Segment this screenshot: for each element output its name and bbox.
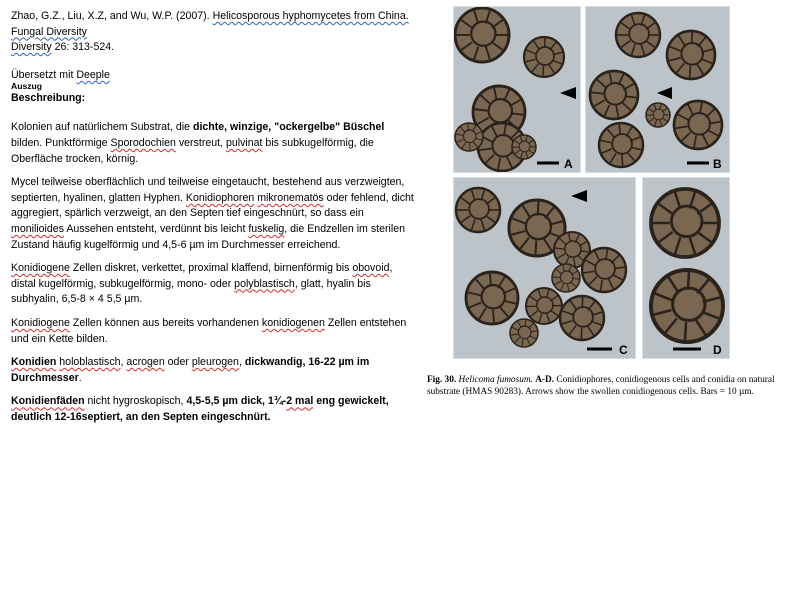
panel-b-micrograph (586, 7, 730, 173)
description-heading: Beschreibung: (11, 91, 86, 104)
caption-species: Helicoma fumosum. (458, 375, 533, 385)
paragraph-conidial-threads: Konidienfäden nicht hygroskopisch, 4,5-5,5 µm dick, 1¾-2 mal eng gewickelt, deutlich 12-16septiert, an den Septen eingeschnürt. (11, 395, 389, 423)
panel-d-label: D (713, 343, 722, 357)
panel-a-micrograph (454, 7, 581, 173)
panel-d (642, 177, 730, 359)
panel-c-micrograph (454, 178, 636, 359)
panel-a-label: A (564, 157, 573, 171)
conidium (590, 71, 638, 119)
conidium (466, 272, 518, 324)
translation-tool: Deeple (76, 68, 110, 81)
conidium (599, 123, 643, 167)
conidium (456, 188, 500, 232)
conidium (651, 270, 723, 342)
conidium (651, 189, 719, 257)
panel-b-label: B (713, 157, 722, 171)
paragraph-conidia: Konidien holoblastisch, acrogen oder pleurogen, dickwandig, 16-22 µm im Durchmesser. (11, 356, 370, 384)
conidium (667, 31, 715, 79)
conidium (560, 296, 604, 340)
conidium (616, 13, 660, 57)
conidium (510, 319, 538, 347)
conidium (524, 37, 564, 77)
conidium (455, 123, 483, 151)
panel-a (453, 6, 581, 173)
conidium (646, 103, 670, 127)
caption-figure-number: Fig. 30. (427, 375, 457, 385)
conidium (582, 248, 626, 292)
excerpt-label: Auszug (11, 80, 43, 91)
paragraph-conidiogenous-chain: Konidiogene Zellen können aus bereits vorhandenen konidiogenen Zellen entstehen und ein Kette bilden. (11, 316, 407, 345)
panel-d-micrograph (643, 178, 730, 359)
citation: Zhao, G.Z., Liu, X.Z, and Wu, W.P. (2007). Helicosporous hyphomycetes from China. Fungal Diversity Diversity 26: 313-524. (11, 10, 409, 54)
citation-journal: Fungal Diversity (11, 25, 87, 38)
conidium (512, 135, 536, 159)
paragraph-mycel: Mycel teilweise oberflächlich und teilweise eingetaucht, bestehend aus verzweigten, septierten, hyalinen, glatten Hyphen. Konidiophoren mikronematös oder fehlend, dicht aggregiert, spärlich verzweigt, an den Septen tief eingeschnürt, so dass ein monilioides Aussehen entsteht, verdünnt bis leicht fuskelig, die Endzellen im sterilen Zustand häufig kugelförmig und 4,5-6 µm im Durchmesser erreichend. (11, 176, 414, 251)
panel-c-label: C (619, 343, 628, 357)
citation-journal-cont: Diversity (11, 41, 52, 54)
micrograph-figure (453, 6, 730, 359)
description-text (11, 9, 418, 433)
panel-b (585, 6, 730, 173)
caption-panel-range: A-D. (535, 375, 555, 385)
figure-caption (427, 374, 793, 398)
panel-c (453, 177, 636, 359)
conidium (526, 288, 562, 324)
paragraph-colonies: Kolonien auf natürlichem Substrat, die dichte, winzige, "ockergelbe" Büschel bilden. Punktförmige Sporodochien verstreut, pulvinat bis subkugelförmig, die Oberfläche trocken, körnig. (11, 121, 385, 165)
conidium (674, 101, 722, 149)
conidium (455, 8, 509, 62)
citation-title: Helicosporous hyphomycetes from China. (212, 10, 409, 22)
caption-text: Conidiophores, conidiogenous cells and conidia on natural substrate (HMAS 90283). Arrows show the swollen conidiogenous cells. Bars = 10 µm. (427, 375, 775, 397)
conidium (552, 264, 580, 292)
paragraph-conidiogenous-cells: Konidiogene Zellen diskret, verkettet, proximal klaffend, birnenförmig bis obovoid, distal kugelförmig, subkugelförmig, mono- oder polyblastisch, glatt, hyalin bis subhyalin, 6,5-8 × 4 5,5 µm. (11, 262, 393, 306)
translation-note: Übersetzt mit Deeple (11, 68, 110, 81)
